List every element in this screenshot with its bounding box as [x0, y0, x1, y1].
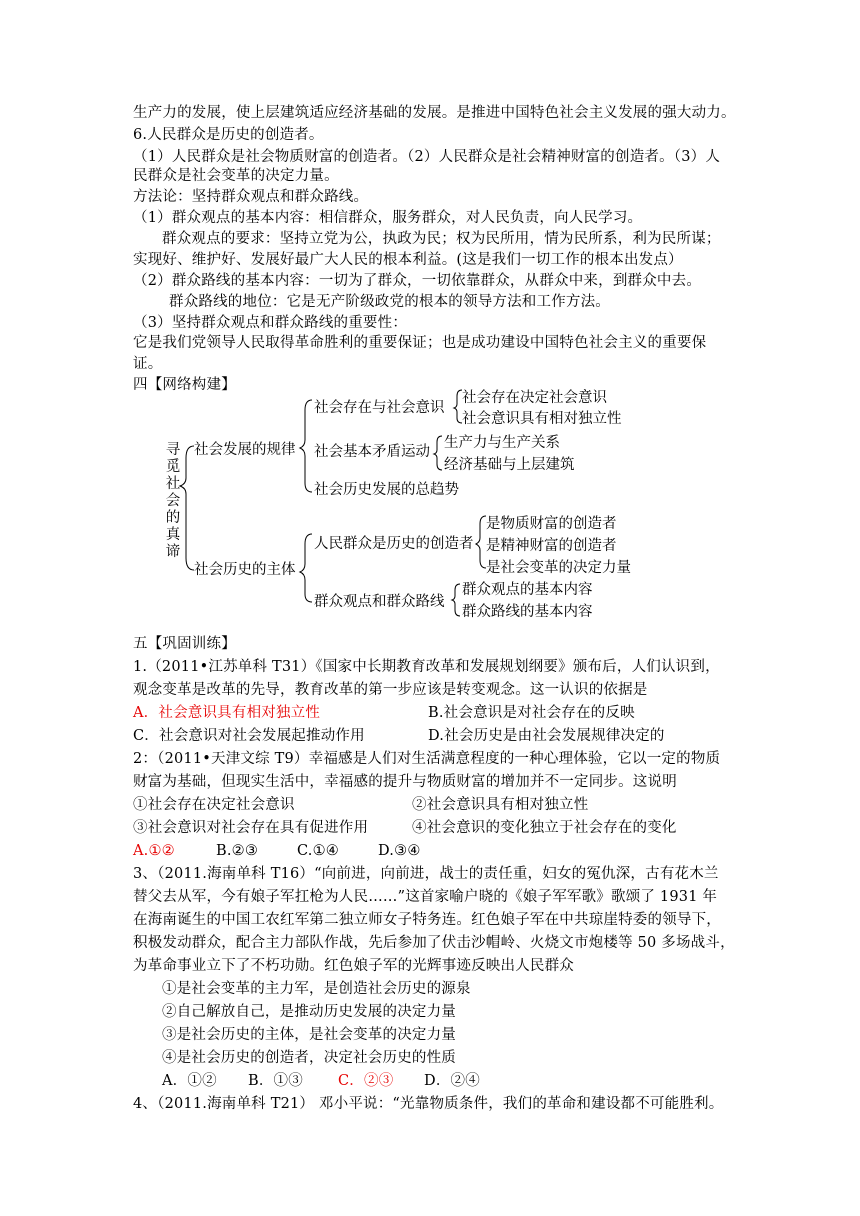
root-brace	[180, 446, 194, 570]
tree-leaf: 是社会变革的决定力量	[486, 560, 631, 576]
question-stem: 为革命事业立下了不朽功勋。红色娘子军的光辉事迹反映出人民群众	[133, 958, 574, 974]
sub21-brace	[476, 516, 486, 568]
statement-item: ④社会意识的变化独立于社会存在的变化	[412, 820, 677, 836]
tree-leaf: 是物质财富的创造者	[486, 516, 617, 532]
section-heading: 五【巩固训练】	[133, 636, 236, 652]
tree-leaf: 是精神财富的创造者	[486, 538, 617, 554]
tree-branch: 社会历史的主体	[194, 562, 296, 578]
tree-leaf: 社会意识具有相对独立性	[462, 411, 622, 427]
text-line: （3）坚持群众观点和群众路线的重要性：	[133, 315, 408, 331]
answer-option: B．①③	[248, 1073, 303, 1089]
tree-branch: 社会发展的规律	[194, 442, 296, 458]
answer-option: A.①②	[133, 843, 175, 859]
answer-option: C．社会意识对社会发展起推动作用	[133, 728, 365, 744]
statement-item: ③是社会历史的主体，是社会变革的决定力量	[162, 1027, 456, 1043]
text-line: 群众观点的要求：坚持立党为公，执政为民；权为民所用，情为民所系，利为民所谋；	[162, 231, 721, 247]
question-stem: 1.（2011•江苏单科 T31）《国家中长期教育改革和发展规划纲要》颁布后，人们认识到，	[133, 659, 720, 675]
branch1-brace	[300, 400, 312, 492]
tree-leaf: 群众路线的基本内容	[462, 604, 593, 620]
statement-item: ④是社会历史的创造者，决定社会历史的性质	[162, 1050, 456, 1066]
question-stem: 财富为基础，但现实生活中，幸福感的提升与物质财富的增加并不一定同步。这说明	[133, 774, 677, 790]
statement-item: ②自己解放自己，是推动历史发展的决定力量	[162, 1004, 456, 1020]
answer-option: B.社会意识是对社会存在的反映	[428, 705, 635, 721]
branch2-brace	[300, 534, 312, 602]
tree-node: 社会存在与社会意识	[314, 400, 445, 416]
question-stem: 观念变革是改革的先导，教育改革的第一步应该是转变观念。这一认识的依据是	[133, 682, 648, 698]
text-line: 生产力的发展，使上层建筑适应经济基础的发展。是推进中国特色社会主义发展的强大动力。	[133, 105, 736, 121]
sub11-brace	[454, 390, 462, 423]
answer-option: D．②④	[424, 1073, 480, 1089]
text-line: （1）人民群众是社会物质财富的创造者。（2）人民群众是社会精神财富的创造者。（3）人	[133, 149, 721, 165]
tree-leaf: 经济基础与上层建筑	[444, 457, 575, 473]
text-line: 证。	[133, 356, 163, 372]
question-stem: 4、（2011.海南单科 T21） 邓小平说：“光靠物质条件，我们的革命和建设都不可能胜利。	[133, 1096, 724, 1112]
text-line: （1）群众观点的基本内容：相信群众，服务群众，对人民负责，向人民学习。	[133, 210, 643, 226]
tree-leaf: 生产力与生产关系	[444, 435, 560, 451]
statement-item: ②社会意识具有相对独立性	[412, 797, 589, 813]
answer-option: B.②③	[216, 843, 259, 859]
statement-item: ①社会存在决定社会意识	[133, 797, 295, 813]
tree-root: 寻觅社会的真谛	[165, 442, 181, 560]
tree-leaf: 社会存在决定社会意识	[462, 390, 607, 406]
text-line: 它是我们党领导人民取得革命胜利的重要保证；也是成功建设中国特色社会主义的重要保	[133, 335, 707, 351]
question-stem: 积极发动群众，配合主力部队作战，先后参加了伏击沙帽岭、火烧文市炮楼等 50 多场战斗，	[133, 935, 735, 951]
text-line: 方法论：坚持群众观点和群众路线。	[133, 189, 369, 205]
answer-option: A．①②	[162, 1073, 217, 1089]
question-stem: 3、（2011.海南单科 T16）“向前进，向前进，战士的责任重，妇女的冤仇深，古有花木兰	[133, 866, 719, 882]
concept-tree	[150, 388, 670, 628]
sub12-brace	[434, 436, 442, 470]
tree-node: 社会基本矛盾运动	[314, 444, 430, 460]
tree-node: 群众观点和群众路线	[314, 594, 445, 610]
answer-option: A．社会意识具有相对独立性	[133, 705, 321, 721]
tree-leaf: 群众观点的基本内容	[462, 582, 593, 598]
tree-node: 人民群众是历史的创造者	[314, 536, 474, 552]
text-line: 实现好、维护好、发展好最广大人民的根本利益。(这是我们一切工作的根本出发点）	[133, 252, 683, 268]
question-stem: 在海南诞生的中国工农红军第二独立师女子特务连。红色娘子军在中共琼崖特委的领导下，	[133, 912, 721, 928]
tree-node: 社会历史发展的总趋势	[314, 482, 459, 498]
answer-option: C．②③	[338, 1073, 394, 1089]
statement-item: ①是社会变革的主力军，是创造社会历史的源泉	[162, 981, 471, 997]
text-line: 6.人民群众是历史的创造者。	[133, 127, 324, 143]
statement-item: ③社会意识对社会存在具有促进作用	[133, 820, 369, 836]
text-line: 民群众是社会变革的决定力量。	[133, 168, 339, 184]
answer-option: C.①④	[297, 843, 339, 859]
question-stem: 2：（2011•天津文综 T9）幸福感是人们对生活满意程度的一种心理体验，它以一定的物质	[133, 751, 721, 767]
text-line: （2）群众路线的基本内容：一切为了群众，一切依靠群众，从群众中来，到群众中去。	[133, 273, 702, 289]
answer-option: D.社会历史是由社会发展规律决定的	[428, 728, 665, 744]
answer-option: D.③④	[378, 843, 421, 859]
text-line: 群众路线的地位：它是无产阶级政党的根本的领导方法和工作方法。	[169, 294, 610, 310]
sub22-brace	[452, 584, 460, 616]
question-stem: 替父去从军，今有娘子军扛枪为人民……”这首家喻户晓的《娘子军军歌》歌颂了 1931 年	[133, 889, 718, 905]
section-heading: 四【网络构建】	[133, 377, 236, 393]
